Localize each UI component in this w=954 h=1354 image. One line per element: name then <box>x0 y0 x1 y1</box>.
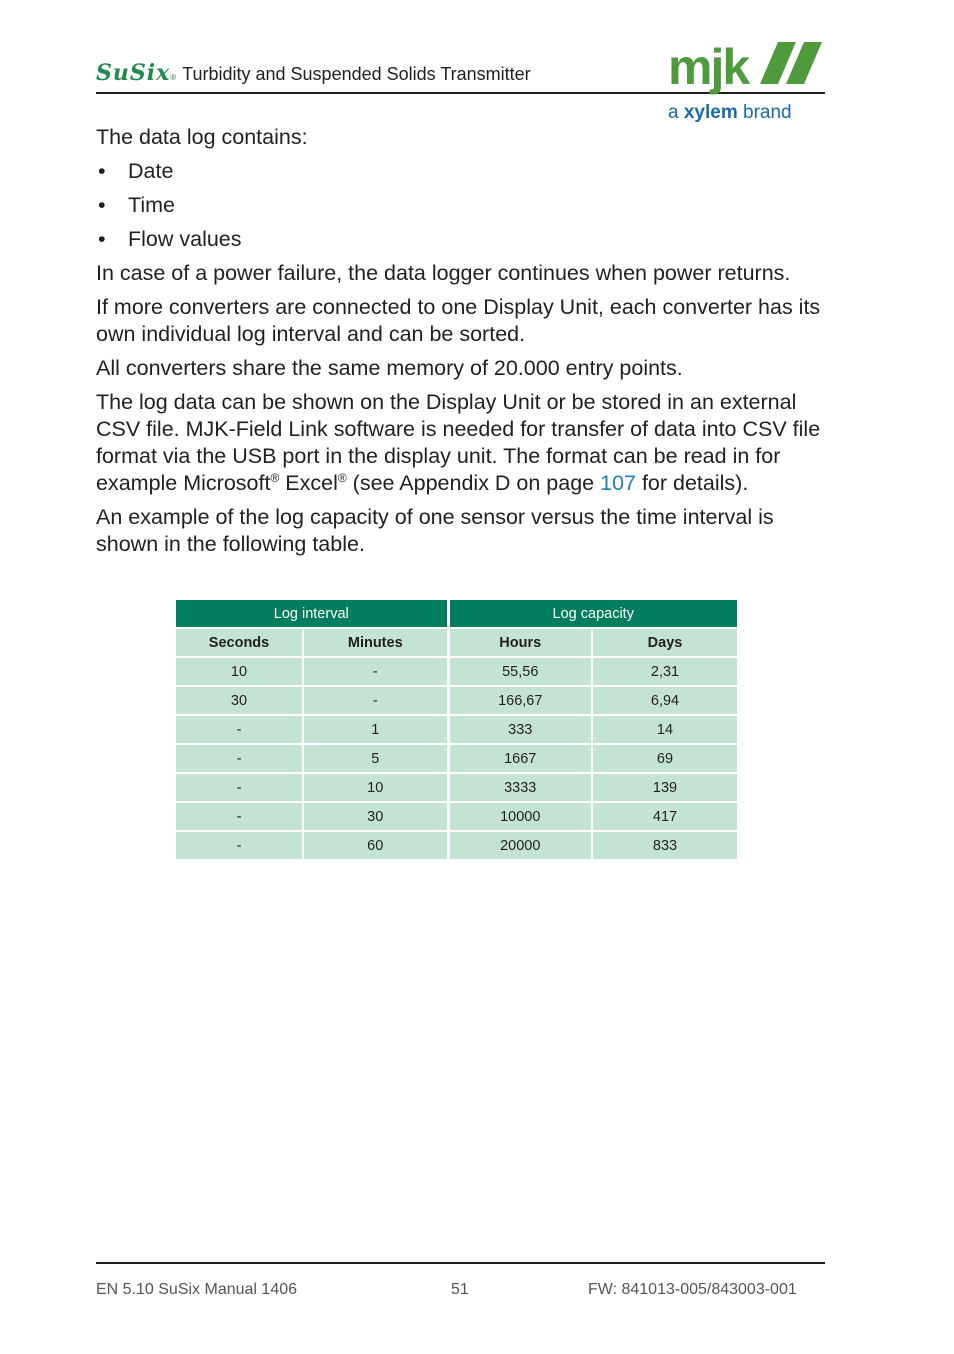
csv-text-2: (see Appendix D on page <box>346 471 601 495</box>
table-cell: 5 <box>303 744 448 773</box>
table-cell: 10 <box>176 657 303 686</box>
table-cell: 6,94 <box>592 686 737 715</box>
column-header-seconds: Seconds <box>176 628 303 657</box>
table-cell: 333 <box>448 715 592 744</box>
table-body <box>176 657 737 859</box>
list-item: • Time <box>96 192 824 219</box>
table-header-row <box>176 628 737 657</box>
csv-text-3: for details). <box>635 471 749 495</box>
xylem-tagline <box>668 102 838 124</box>
table-cell: 30 <box>303 802 448 831</box>
list-item: • Date <box>96 158 824 185</box>
group-header-log-interval: Log interval <box>176 600 448 628</box>
table-cell: - <box>176 831 303 859</box>
footer-rule <box>96 1262 825 1264</box>
document-title: Turbidity and Suspended Solids Transmitter <box>182 64 531 84</box>
csv-text-1: The log data can be shown on the Display Unit or be stored in an external CSV file. MJK-Field Link software is needed for transfer of data into CSV file format via the USB port in the display unit. The format can be read in for example Microsoft <box>96 390 821 495</box>
registered-mark: ® <box>270 470 280 485</box>
log-capacity-table <box>176 600 737 859</box>
table-row <box>176 773 737 802</box>
table-cell: 833 <box>592 831 737 859</box>
table-row <box>176 657 737 686</box>
table-row <box>176 744 737 773</box>
excel-text: Excel <box>279 471 338 495</box>
table-cell: 14 <box>592 715 737 744</box>
table-cell: 20000 <box>448 831 592 859</box>
intro-text: The data log contains: <box>96 125 308 149</box>
table-cell: 55,56 <box>448 657 592 686</box>
table-row <box>176 802 737 831</box>
tagline-xylem: xylem <box>683 102 738 123</box>
table-cell: 10000 <box>448 802 592 831</box>
table-cell: 166,67 <box>448 686 592 715</box>
table-cell: - <box>303 657 448 686</box>
table-cell: - <box>176 802 303 831</box>
table-cell: 10 <box>303 773 448 802</box>
table-cell: 30 <box>176 686 303 715</box>
registered-mark: ® <box>170 73 177 82</box>
table-cell: 69 <box>592 744 737 773</box>
table-cell: 2,31 <box>592 657 737 686</box>
table-cell: 60 <box>303 831 448 859</box>
memory-paragraph: All converters share the same memory of 20.000 entry points. <box>96 356 683 380</box>
table-cell: 139 <box>592 773 737 802</box>
example-paragraph: An example of the log capacity of one sensor versus the time interval is shown in the following table. <box>96 505 774 556</box>
table-cell: - <box>176 744 303 773</box>
table-cell: - <box>176 773 303 802</box>
product-name: SuSix <box>96 60 171 86</box>
footer-firmware: FW: 841013-005/843003-001 <box>588 1281 797 1298</box>
table-row <box>176 715 737 744</box>
group-header-log-capacity: Log capacity <box>448 600 737 628</box>
column-header-hours: Hours <box>448 628 592 657</box>
table-cell: 3333 <box>448 773 592 802</box>
table-cell: - <box>176 715 303 744</box>
page-number: 51 <box>451 1281 469 1298</box>
table-cell: - <box>303 686 448 715</box>
table-cell: 1667 <box>448 744 592 773</box>
data-log-list <box>96 158 824 253</box>
tagline-a: a <box>668 102 679 123</box>
table-cell: 1 <box>303 715 448 744</box>
power-failure-paragraph: In case of a power failure, the data logger continues when power returns. <box>96 261 791 285</box>
mjk-logo <box>666 40 826 110</box>
header-title-line <box>96 60 531 86</box>
converters-paragraph: If more converters are connected to one Display Unit, each converter has its own individual log interval and can be sorted. <box>96 295 821 346</box>
page-link[interactable]: 107 <box>600 471 636 495</box>
footer-manual-id: EN 5.10 SuSix Manual 1406 <box>96 1281 298 1298</box>
tagline-brand: brand <box>743 102 792 123</box>
table-row <box>176 686 737 715</box>
table-row <box>176 831 737 859</box>
table-cell: 417 <box>592 802 737 831</box>
column-header-minutes: Minutes <box>303 628 448 657</box>
table-group-header-row <box>176 600 737 628</box>
body-content <box>96 124 824 565</box>
list-item: • Flow values <box>96 226 824 253</box>
column-header-days: Days <box>592 628 737 657</box>
mjk-logo-text: mjk <box>668 40 749 95</box>
csv-paragraph <box>96 389 824 497</box>
registered-mark: ® <box>337 470 347 485</box>
